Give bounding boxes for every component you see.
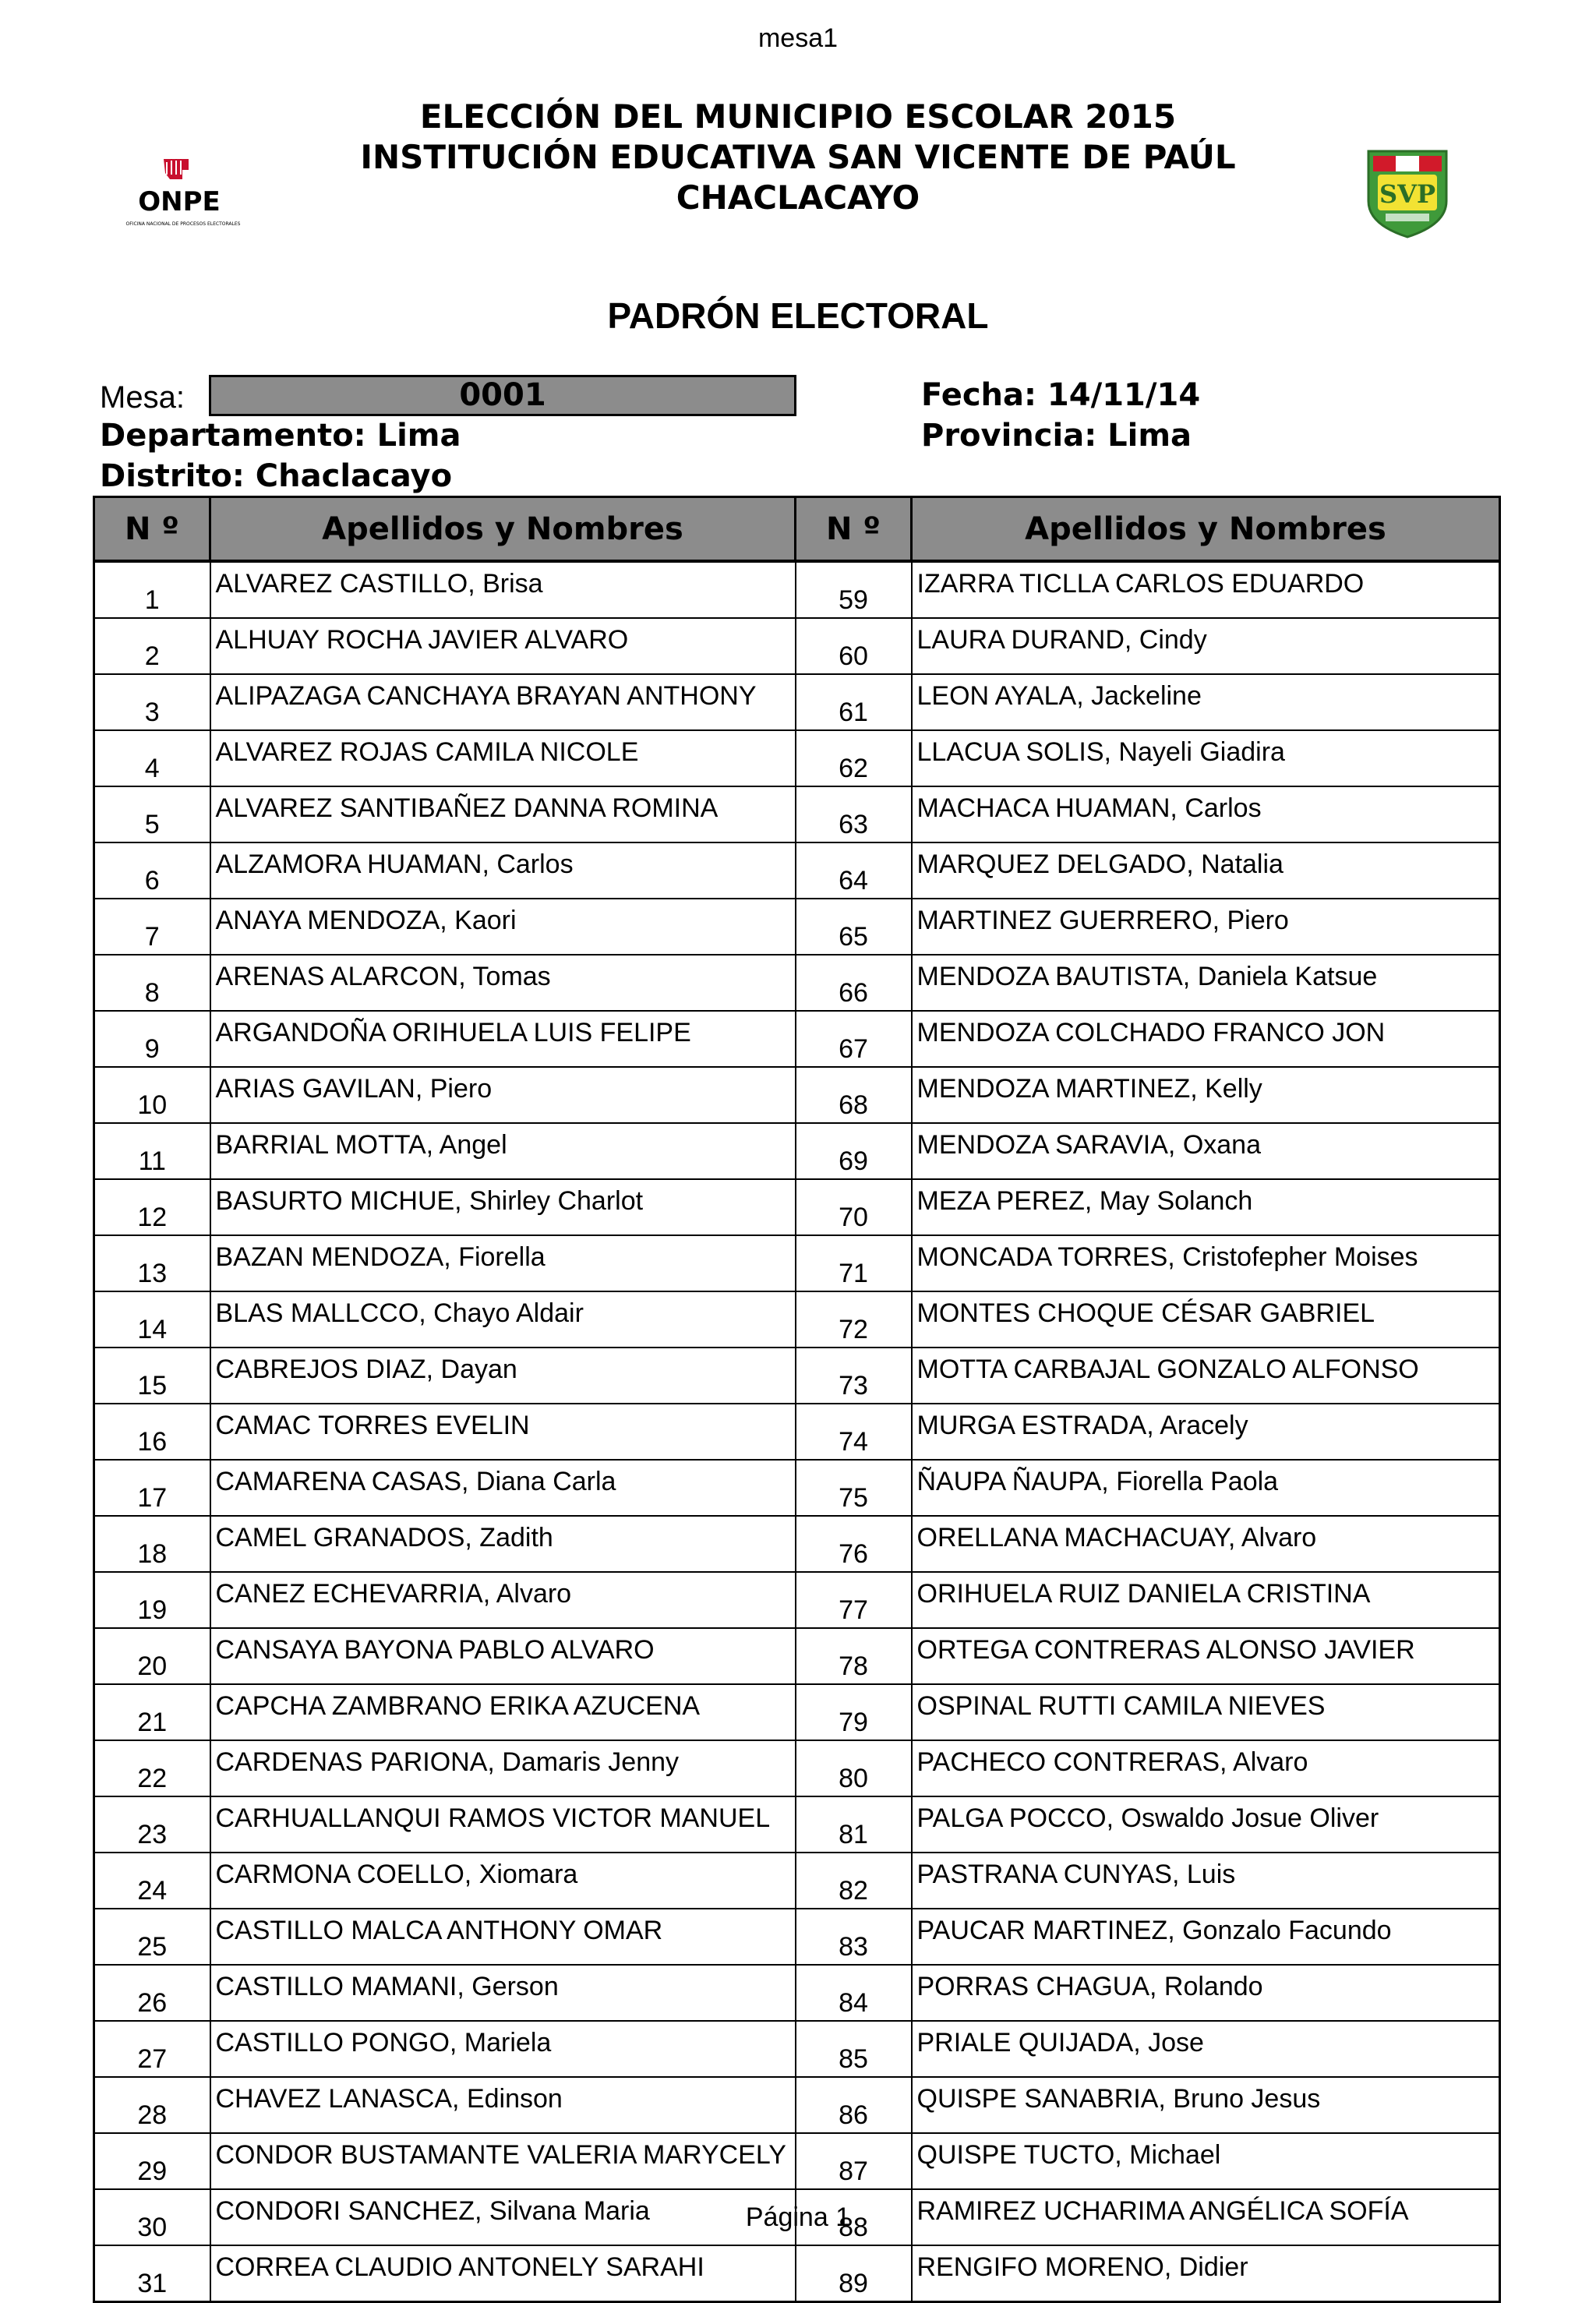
voter-number: 75: [796, 1460, 912, 1516]
voter-number: 79: [796, 1684, 912, 1740]
voter-number: 83: [796, 1909, 912, 1965]
voter-name: MACHACA HUAMAN, Carlos: [912, 786, 1500, 842]
voter-name: ORIHUELA RUIZ DANIELA CRISTINA: [912, 1572, 1500, 1628]
voter-name: ARENAS ALARCON, Tomas: [210, 955, 796, 1011]
voter-number: 72: [796, 1291, 912, 1348]
voter-name: CAMAC TORRES EVELIN: [210, 1404, 796, 1460]
voter-number: 30: [94, 2189, 210, 2245]
voter-number: 84: [796, 1965, 912, 2021]
title-line: INSTITUCIÓN EDUCATIVA SAN VICENTE DE PAÚL: [360, 138, 1236, 176]
voter-name: CAMEL GRANADOS, Zadith: [210, 1516, 796, 1572]
voter-number: 73: [796, 1348, 912, 1404]
table-row: [94, 730, 1500, 786]
table-row: [94, 1067, 1500, 1123]
voter-name: ORTEGA CONTRERAS ALONSO JAVIER: [912, 1628, 1500, 1684]
table-row: [94, 618, 1500, 674]
page-number: Página 1: [745, 2202, 851, 2232]
table-row: [94, 1740, 1500, 1796]
voter-number: 62: [796, 730, 912, 786]
column-header-name: Apellidos y Nombres: [210, 497, 796, 562]
voter-name: CHAVEZ LANASCA, Edinson: [210, 2077, 796, 2133]
voter-number: 14: [94, 1291, 210, 1348]
voter-number: 87: [796, 2133, 912, 2189]
ballot-hand-icon: [164, 159, 189, 179]
voter-number: 67: [796, 1011, 912, 1067]
voter-name: BLAS MALLCCO, Chayo Aldair: [210, 1291, 796, 1348]
voter-number: 25: [94, 1909, 210, 1965]
voter-number: 88: [796, 2189, 912, 2245]
table-row: [94, 1796, 1500, 1853]
voter-number: 5: [94, 786, 210, 842]
voter-name: BARRIAL MOTTA, Angel: [210, 1123, 796, 1179]
voter-name: PORRAS CHAGUA, Rolando: [912, 1965, 1500, 2021]
voter-name: MARQUEZ DELGADO, Natalia: [912, 842, 1500, 899]
mesa-value-box: [209, 375, 796, 416]
voter-name: ALIPAZAGA CANCHAYA BRAYAN ANTHONY: [210, 674, 796, 730]
voter-number: 4: [94, 730, 210, 786]
table-row: [94, 2077, 1500, 2133]
voter-number: 20: [94, 1628, 210, 1684]
distrito-field: Distrito: Chaclacayo: [100, 458, 453, 494]
table-row: [94, 1460, 1500, 1516]
title-line: CHACLACAYO: [676, 178, 920, 217]
voter-name: MENDOZA BAUTISTA, Daniela Katsue: [912, 955, 1500, 1011]
voter-number: 28: [94, 2077, 210, 2133]
voter-name: PACHECO CONTRERAS, Alvaro: [912, 1740, 1500, 1796]
voter-number: 2: [94, 618, 210, 674]
voter-name: LEON AYALA, Jackeline: [912, 674, 1500, 730]
voter-name: CAPCHA ZAMBRANO ERIKA AZUCENA: [210, 1684, 796, 1740]
voter-number: 1: [94, 561, 210, 618]
voter-name: PALGA POCCO, Oswaldo Josue Oliver: [912, 1796, 1500, 1853]
voter-name: MARTINEZ GUERRERO, Piero: [912, 899, 1500, 955]
voter-number: 10: [94, 1067, 210, 1123]
table-row: [94, 1179, 1500, 1235]
voter-number: 29: [94, 2133, 210, 2189]
table-row: [94, 1628, 1500, 1684]
sheet-name: mesa1: [757, 23, 839, 53]
voter-name: MENDOZA SARAVIA, Oxana: [912, 1123, 1500, 1179]
voter-name: CARMONA COELLO, Xiomara: [210, 1853, 796, 1909]
departamento-field: Departamento: Lima: [100, 418, 461, 454]
voter-roster-table: [93, 496, 1501, 2303]
voter-name: CAMARENA CASAS, Diana Carla: [210, 1460, 796, 1516]
voter-number: 3: [94, 674, 210, 730]
voter-number: 74: [796, 1404, 912, 1460]
voter-name: RAMIREZ UCHARIMA ANGÉLICA SOFÍA: [912, 2189, 1500, 2245]
document-title: PADRÓN ELECTORAL: [607, 295, 989, 336]
voter-number: 19: [94, 1572, 210, 1628]
voter-number: 69: [796, 1123, 912, 1179]
voter-name: CARDENAS PARIONA, Damaris Jenny: [210, 1740, 796, 1796]
column-header-number: N º: [94, 497, 210, 562]
table-row: [94, 1909, 1500, 1965]
table-row: [94, 1291, 1500, 1348]
fecha-field: Fecha: 14/11/14: [921, 377, 1201, 413]
voter-number: 70: [796, 1179, 912, 1235]
voter-number: 81: [796, 1796, 912, 1853]
table-row: [94, 786, 1500, 842]
voter-name: ÑAUPA ÑAUPA, Fiorella Paola: [912, 1460, 1500, 1516]
voter-name: MEZA PEREZ, May Solanch: [912, 1179, 1500, 1235]
voter-number: 13: [94, 1235, 210, 1291]
voter-name: QUISPE SANABRIA, Bruno Jesus: [912, 2077, 1500, 2133]
voter-number: 80: [796, 1740, 912, 1796]
voter-number: 17: [94, 1460, 210, 1516]
table-row: [94, 1965, 1500, 2021]
onpe-logo-subtext: OFICINA NACIONAL DE PROCESOS ELECTORALES: [125, 221, 241, 227]
voter-name: CASTILLO MAMANI, Gerson: [210, 1965, 796, 2021]
voter-number: 31: [94, 2245, 210, 2302]
voter-number: 7: [94, 899, 210, 955]
table-row: [94, 1011, 1500, 1067]
column-header-name: Apellidos y Nombres: [912, 497, 1500, 562]
voter-name: IZARRA TICLLA CARLOS EDUARDO: [912, 561, 1500, 618]
voter-name: LAURA DURAND, Cindy: [912, 618, 1500, 674]
voter-number: 82: [796, 1853, 912, 1909]
voter-name: CONDOR BUSTAMANTE VALERIA MARYCELY: [210, 2133, 796, 2189]
table-row: [94, 1516, 1500, 1572]
voter-name: CANSAYA BAYONA PABLO ALVARO: [210, 1628, 796, 1684]
provincia-field: Provincia: Lima: [921, 418, 1192, 454]
voter-name: ARGANDOÑA ORIHUELA LUIS FELIPE: [210, 1011, 796, 1067]
voter-name: MOTTA CARBAJAL GONZALO ALFONSO: [912, 1348, 1500, 1404]
table-row: [94, 955, 1500, 1011]
voter-number: 64: [796, 842, 912, 899]
table-row: [94, 1572, 1500, 1628]
voter-number: 68: [796, 1067, 912, 1123]
voter-name: MONTES CHOQUE CÉSAR GABRIEL: [912, 1291, 1500, 1348]
table-row: [94, 2245, 1500, 2302]
voter-name: QUISPE TUCTO, Michael: [912, 2133, 1500, 2189]
voter-name: MENDOZA MARTINEZ, Kelly: [912, 1067, 1500, 1123]
voter-name: PASTRANA CUNYAS, Luis: [912, 1853, 1500, 1909]
mesa-label: Mesa:: [100, 380, 185, 415]
table-row: [94, 1404, 1500, 1460]
voter-name: MURGA ESTRADA, Aracely: [912, 1404, 1500, 1460]
voter-number: 12: [94, 1179, 210, 1235]
voter-number: 9: [94, 1011, 210, 1067]
voter-number: 71: [796, 1235, 912, 1291]
school-crest-icon: [1362, 147, 1453, 240]
voter-number: 86: [796, 2077, 912, 2133]
voter-number: 24: [94, 1853, 210, 1909]
voter-number: 8: [94, 955, 210, 1011]
voter-number: 16: [94, 1404, 210, 1460]
table-row: [94, 1123, 1500, 1179]
voter-name: BASURTO MICHUE, Shirley Charlot: [210, 1179, 796, 1235]
voter-name: ALVAREZ CASTILLO, Brisa: [210, 561, 796, 618]
voter-number: 63: [796, 786, 912, 842]
table-row: [94, 2133, 1500, 2189]
voter-name: ALHUAY ROCHA JAVIER ALVARO: [210, 618, 796, 674]
voter-name: CONDORI SANCHEZ, Silvana Maria: [210, 2189, 796, 2245]
voter-name: CASTILLO PONGO, Mariela: [210, 2021, 796, 2077]
voter-name: CABREJOS DIAZ, Dayan: [210, 1348, 796, 1404]
voter-number: 65: [796, 899, 912, 955]
table-row: [94, 2021, 1500, 2077]
voter-number: 61: [796, 674, 912, 730]
table-row: [94, 674, 1500, 730]
table-row: [94, 842, 1500, 899]
voter-number: 77: [796, 1572, 912, 1628]
table-row: [94, 1235, 1500, 1291]
voter-name: ORELLANA MACHACUAY, Alvaro: [912, 1516, 1500, 1572]
voter-number: 78: [796, 1628, 912, 1684]
voter-number: 60: [796, 618, 912, 674]
voter-number: 15: [94, 1348, 210, 1404]
voter-name: LLACUA SOLIS, Nayeli Giadira: [912, 730, 1500, 786]
table-row: [94, 1684, 1500, 1740]
voter-number: 22: [94, 1740, 210, 1796]
mesa-value: 0001: [459, 377, 546, 413]
voter-name: ANAYA MENDOZA, Kaori: [210, 899, 796, 955]
table-row: [94, 1348, 1500, 1404]
voter-name: ALZAMORA HUAMAN, Carlos: [210, 842, 796, 899]
table-header-row: [94, 497, 1500, 562]
voter-name: CANEZ ECHEVARRIA, Alvaro: [210, 1572, 796, 1628]
voter-name: CORREA CLAUDIO ANTONELY SARAHI: [210, 2245, 796, 2302]
voter-name: ALVAREZ SANTIBAÑEZ DANNA ROMINA: [210, 786, 796, 842]
table-row: [94, 561, 1500, 618]
voter-number: 89: [796, 2245, 912, 2302]
voter-name: OSPINAL RUTTI CAMILA NIEVES: [912, 1684, 1500, 1740]
onpe-logo-text: ONPE: [138, 186, 221, 217]
table-row: [94, 1853, 1500, 1909]
table-row: [94, 899, 1500, 955]
voter-number: 23: [94, 1796, 210, 1853]
voter-name: CASTILLO MALCA ANTHONY OMAR: [210, 1909, 796, 1965]
school-title: [234, 97, 1362, 218]
column-header-number: N º: [796, 497, 912, 562]
voter-number: 85: [796, 2021, 912, 2077]
voter-name: CARHUALLANQUI RAMOS VICTOR MANUEL: [210, 1796, 796, 1853]
voter-number: 27: [94, 2021, 210, 2077]
voter-name: ARIAS GAVILAN, Piero: [210, 1067, 796, 1123]
voter-name: MONCADA TORRES, Cristofepher Moises: [912, 1235, 1500, 1291]
onpe-logo-icon: [117, 153, 249, 231]
voter-number: 6: [94, 842, 210, 899]
voter-name: PAUCAR MARTINEZ, Gonzalo Facundo: [912, 1909, 1500, 1965]
voter-name: RENGIFO MORENO, Didier: [912, 2245, 1500, 2302]
voter-name: PRIALE QUIJADA, Jose: [912, 2021, 1500, 2077]
voter-name: BAZAN MENDOZA, Fiorella: [210, 1235, 796, 1291]
voter-name: ALVAREZ ROJAS CAMILA NICOLE: [210, 730, 796, 786]
roster-body: [94, 561, 1500, 2302]
voter-number: 76: [796, 1516, 912, 1572]
voter-number: 11: [94, 1123, 210, 1179]
voter-number: 59: [796, 561, 912, 618]
voter-number: 26: [94, 1965, 210, 2021]
voter-name: MENDOZA COLCHADO FRANCO JON: [912, 1011, 1500, 1067]
school-crest-text: SVP: [1379, 179, 1435, 209]
voter-number: 18: [94, 1516, 210, 1572]
voter-number: 66: [796, 955, 912, 1011]
voter-number: 21: [94, 1684, 210, 1740]
title-line: ELECCIÓN DEL MUNICIPIO ESCOLAR 2015: [419, 97, 1177, 136]
